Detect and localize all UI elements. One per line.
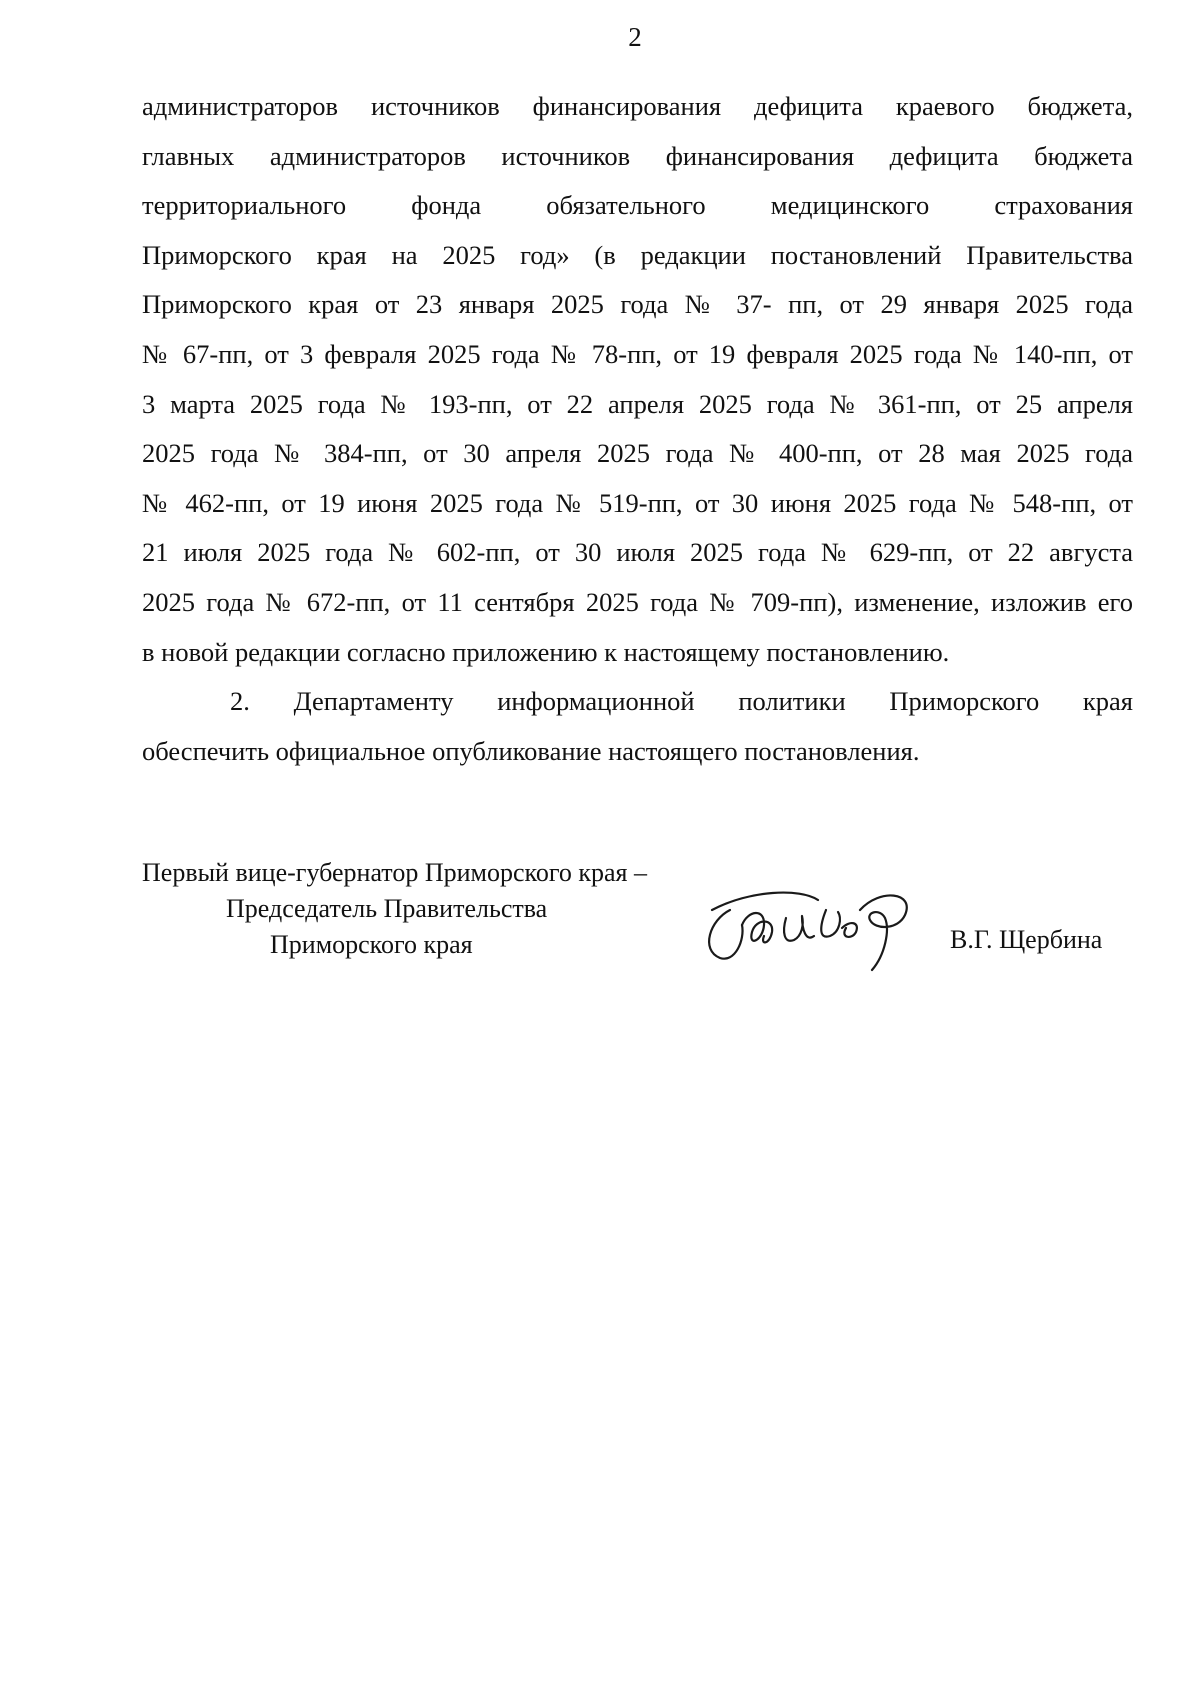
body-line-10: 21 июля 2025 года № 602-пп, от 30 июля 2025 года № 629-пп, от 22 августа [142, 537, 1133, 568]
body-line-4: Приморского края на 2025 год» (в редакции постановлений Правительства [142, 239, 1133, 270]
signatory-title-line-2: Председатель Правительства [226, 894, 548, 923]
signatory-title [142, 855, 647, 963]
signatory-title-line-3: Приморского края [270, 930, 473, 959]
body-line-8: 2025 года № 384-пп, от 30 апреля 2025 года № 400-пп, от 28 мая 2025 года [142, 438, 1133, 469]
body-line-9: № 462-пп, от 19 июня 2025 года № 519-пп, от 30 июня 2025 года № 548-пп, от [142, 487, 1133, 518]
body-line-14: обеспечить официальное опубликование настоящего постановления. [142, 735, 920, 766]
handwritten-signature [690, 870, 930, 980]
body-line-13: 2. Департаменту информационной политики Приморского края [230, 686, 1133, 717]
signatory-title-line-1: Первый вице-губернатор Приморского края – [142, 858, 647, 887]
body-line-11: 2025 года № 672-пп, от 11 сентября 2025 года № 709-пп), изменение, изложив его [142, 586, 1133, 617]
body-line-5: Приморского края от 23 января 2025 года № 37- пп, от 29 января 2025 года [142, 289, 1133, 320]
page-number: 2 [628, 22, 642, 52]
signer-name: В.Г. Щербина [950, 925, 1103, 954]
body-line-7: 3 марта 2025 года № 193-пп, от 22 апреля 2025 года № 361-пп, от 25 апреля [142, 388, 1133, 419]
body-line-6: № 67-пп, от 3 февраля 2025 года № 78-пп, от 19 февраля 2025 года № 140-пп, от [142, 338, 1133, 369]
body-line-3: территориального фонда обязательного медицинского страхования [142, 190, 1133, 221]
body-line-1: администраторов источников финансирования дефицита краевого бюджета, [142, 91, 1133, 121]
body-line-12: в новой редакции согласно приложению к настоящему постановлению. [142, 636, 950, 667]
body-line-2: главных администраторов источников финансирования дефицита бюджета [142, 140, 1133, 171]
document-body [142, 82, 1133, 776]
